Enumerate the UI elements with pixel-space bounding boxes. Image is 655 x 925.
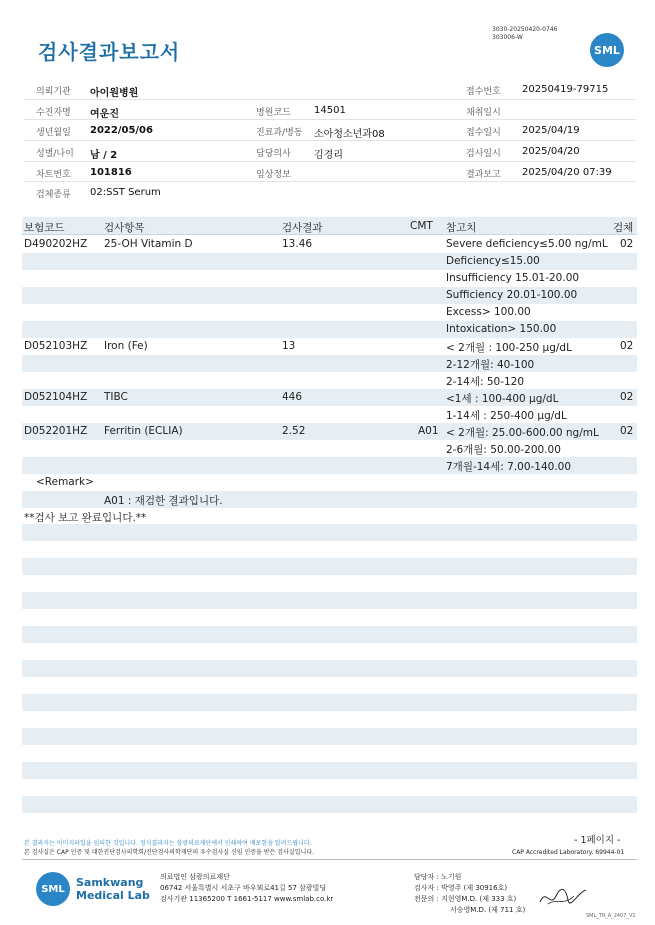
info-row	[24, 141, 636, 162]
report-title: 검사결과보고서	[38, 40, 181, 64]
document-code-2: 303006-W	[492, 34, 523, 41]
remark-title: <Remark>	[36, 476, 94, 488]
table-cell: Insufficiency 15.01-20.00	[446, 272, 580, 284]
sex-age-label: 성별/나이	[36, 149, 74, 160]
table-row	[22, 338, 637, 355]
remark-row	[22, 474, 637, 491]
blank-row	[22, 626, 637, 643]
table-cell: 02	[620, 391, 634, 403]
signatory-line: 검사자 : 박영주 (제 30916호)	[414, 884, 508, 892]
footer-notes	[24, 839, 314, 857]
form-code: SML_TR_A_2407_V1	[586, 913, 636, 919]
completion-row	[22, 508, 637, 525]
table-cell: < 2개월: 25.00-600.00 ng/mL	[446, 427, 599, 439]
receipt-no-value: 20250419-79715	[522, 84, 609, 95]
table-cell: Ferritin (ECLIA)	[104, 425, 183, 437]
table-row	[22, 321, 637, 338]
remark-row	[22, 491, 637, 508]
dept-value: 소아청소년과08	[314, 129, 385, 141]
lab-name	[76, 876, 150, 902]
table-cell: <1세 : 100-400 μg/dL	[446, 393, 559, 405]
table-cell: 1-14세 : 250-400 μg/dL	[446, 410, 567, 422]
sml-logo: SML	[36, 872, 70, 906]
document-code	[492, 26, 557, 42]
patient-label: 수진자명	[36, 107, 71, 118]
address-line: 의료법인 삼광의료재단	[160, 873, 230, 881]
completion-text: **검사 보고 완료입니다.**	[24, 512, 147, 524]
col-header: CMT	[410, 220, 433, 232]
institution-value: 아이원병원	[90, 88, 139, 99]
table-cell: 2-14세: 50-120	[446, 376, 525, 388]
table-cell: D490202HZ	[24, 238, 88, 250]
handwritten-signature	[538, 884, 588, 910]
lab-address	[160, 872, 333, 905]
signatory-line: 서승영M.D. (제 711 호)	[450, 906, 526, 914]
blank-row	[22, 728, 637, 745]
table-cell: 2-6개월: 50.00-200.00	[446, 444, 561, 456]
chart-value: 101816	[90, 166, 132, 178]
table-cell: D052201HZ	[24, 425, 88, 437]
table-row	[22, 287, 637, 304]
col-header: 검사결과	[282, 222, 323, 234]
blank-row	[22, 558, 637, 575]
blank-row	[22, 796, 637, 813]
footer-divider	[22, 859, 637, 860]
signatory-line: 전문의 : 지현영M.D. (제 333 호)	[414, 895, 517, 903]
table-cell: Sufficiency 20.01-100.00	[446, 289, 578, 301]
table-cell: Severe deficiency≤5.00 ng/mL	[446, 238, 608, 250]
remark-text: A01 : 재검한 결과입니다.	[104, 495, 223, 507]
table-cell: 446	[282, 391, 303, 403]
table-cell: D052103HZ	[24, 340, 88, 352]
table-cell: 2.52	[282, 425, 306, 437]
sml-logo: SML	[590, 33, 624, 67]
table-cell: 02	[620, 238, 634, 250]
results-table-header	[22, 217, 637, 235]
document-code-1: 3030-20250420-0746	[492, 26, 558, 33]
page-number: - 1페이지 -	[574, 835, 621, 846]
info-row	[24, 182, 636, 203]
table-cell: < 2개월 : 100-250 μg/dL	[446, 342, 572, 354]
blank-row	[22, 762, 637, 779]
table-row	[22, 355, 637, 372]
doctor-value: 김경리	[314, 150, 343, 162]
dept-label: 진료과/병동	[256, 128, 303, 139]
table-cell: A01	[418, 425, 439, 437]
patient-info	[24, 79, 636, 203]
table-row	[22, 457, 637, 474]
info-row	[24, 162, 636, 183]
hospital-code-label: 병원코드	[256, 107, 291, 118]
col-header: 검체	[613, 222, 634, 234]
table-row	[22, 372, 637, 389]
test-date-value: 2025/04/20	[522, 146, 580, 158]
signatory-line: 담당자 : 노기원	[414, 873, 462, 881]
table-cell: 02	[620, 340, 634, 352]
table-row	[22, 406, 637, 423]
signatories	[414, 872, 525, 916]
info-row	[24, 100, 636, 121]
table-cell: 7개월-14세: 7.00-140.00	[446, 461, 572, 473]
table-row	[22, 440, 637, 457]
blank-row-stripes	[22, 524, 637, 830]
lab-name-line-2: Medical Lab	[76, 889, 150, 902]
info-row	[24, 79, 636, 100]
sex-age-value: 남 / 2	[90, 150, 118, 162]
report-value: 2025/04/20 07:39	[522, 166, 612, 178]
blank-row	[22, 592, 637, 609]
table-cell: Iron (Fe)	[104, 340, 148, 352]
report-label: 결과보고	[466, 169, 501, 180]
lab-name-line-1: Samkwang	[76, 876, 144, 889]
collection-label: 채취일시	[466, 107, 501, 118]
address-line: 06742 서울특별시 서초구 바우뫼로41길 57 삼광빌딩	[160, 884, 327, 892]
table-cell: 25-OH Vitamin D	[104, 238, 193, 250]
col-header: 검사항목	[104, 222, 145, 234]
table-cell: Intoxication> 150.00	[446, 323, 557, 335]
institution-label: 의뢰기관	[36, 87, 71, 97]
receipt-no-label: 접수번호	[466, 87, 501, 97]
receipt-date-value: 2025/04/19	[522, 125, 580, 137]
table-row	[22, 253, 637, 270]
blank-row	[22, 524, 637, 541]
doctor-label: 담당의사	[256, 149, 291, 160]
patient-value: 여운진	[90, 108, 119, 120]
table-cell: 02	[620, 425, 634, 437]
footer-note-1: 본 결과지는 이미지파일을 임의한 것입니다. 정식결과지는 삼광의료재단에서 인쇄하여 배포함을 알려드립니다.	[24, 840, 312, 847]
table-row	[22, 389, 637, 406]
birth-label: 생년월일	[36, 128, 71, 139]
receipt-date-label: 접수일시	[466, 128, 501, 139]
test-date-label: 검사일시	[466, 149, 501, 160]
specimen-label: 검체종류	[36, 190, 71, 201]
table-row	[22, 270, 637, 287]
table-cell: D052104HZ	[24, 391, 88, 403]
table-cell: Deficiency≤15.00	[446, 255, 540, 267]
table-cell: 13	[282, 340, 296, 352]
table-cell: TIBC	[104, 391, 128, 403]
table-row	[22, 304, 637, 321]
birth-value: 2022/05/06	[90, 125, 153, 137]
blank-row	[22, 694, 637, 711]
col-header: 참고치	[446, 222, 477, 234]
footer-note-2: 본 검사실은 CAP 인증 및 대한진단검사의학회/진단검사의학재단의 우수검사실 신임 인증을 받은 검사실입니다.	[24, 849, 314, 856]
table-row	[22, 236, 637, 253]
cap-accreditation: CAP Accredited Laboratory. 69944-01	[512, 849, 625, 856]
specimen-value: 02:SST Serum	[90, 187, 161, 199]
address-line: 검사기관 11365200 T 1661-5117 www.smlab.co.kr	[160, 895, 334, 903]
col-header: 보험코드	[24, 222, 65, 234]
table-row	[22, 423, 637, 440]
table-cell: Excess> 100.00	[446, 306, 531, 318]
info-row	[24, 120, 636, 141]
clinical-label: 임상정보	[256, 169, 291, 180]
chart-label: 차트번호	[36, 169, 71, 180]
hospital-code-value: 14501	[314, 104, 346, 116]
blank-row	[22, 660, 637, 677]
results-table-body	[22, 236, 637, 525]
table-cell: 2-12개월: 40-100	[446, 359, 535, 371]
table-cell: 13.46	[282, 238, 313, 250]
